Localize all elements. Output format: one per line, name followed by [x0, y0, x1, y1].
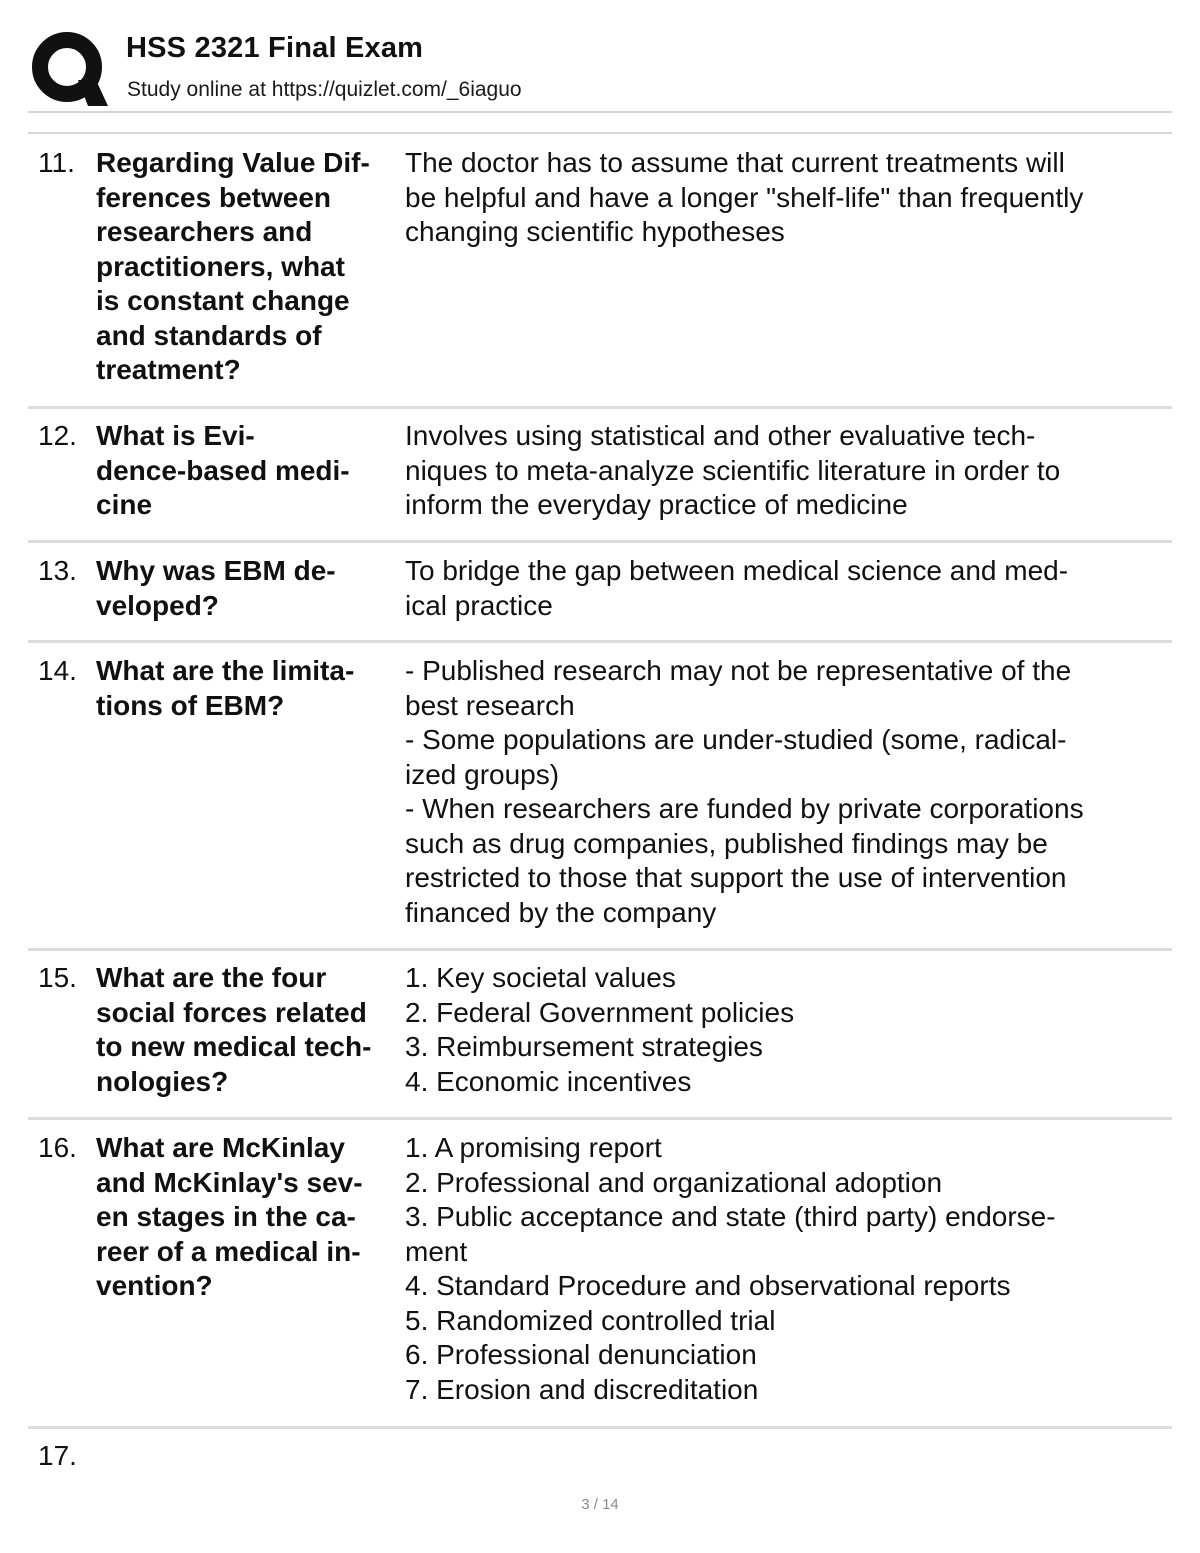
card-number: 15. — [38, 962, 77, 993]
definition-line: 4. Economic incentives — [405, 1065, 692, 1097]
card-number: 14. — [38, 655, 77, 686]
card-definition — [405, 554, 1165, 623]
card-separator — [28, 640, 1172, 643]
term-line: What are McKinlay — [96, 1132, 345, 1163]
card-separator — [28, 540, 1172, 543]
card-term — [96, 146, 398, 388]
quizlet-q-logo-icon — [30, 30, 108, 108]
definition-line: financed by the company — [405, 896, 717, 928]
term-line: reer of a medical in- — [96, 1235, 361, 1267]
definition-line: 3. Reimbursement strategies — [405, 1031, 763, 1062]
definition-line: 3. Public acceptance and state (third party) endorse- — [405, 1201, 1056, 1232]
definition-line: ized groups) — [405, 758, 560, 790]
definition-line: The doctor has to assume that current treatments will — [405, 147, 1065, 178]
card-term — [96, 1131, 398, 1304]
term-line: What are the four — [96, 962, 327, 993]
definition-line: changing scientific hypotheses — [405, 216, 785, 247]
definition-line: ical practice — [405, 589, 553, 621]
card-number: 17. — [38, 1440, 77, 1471]
card-number: 12. — [38, 420, 77, 451]
definition-line: restricted to those that support the use of intervention — [405, 862, 1067, 893]
term-line: researchers and — [96, 216, 313, 247]
term-line: What are the limita- — [96, 655, 355, 686]
term-line: What is Evi- — [96, 420, 255, 451]
definition-line: ment — [405, 1235, 468, 1267]
definition-line: 1. A promising report — [405, 1132, 662, 1163]
term-line: veloped? — [96, 589, 219, 621]
definition-line: To bridge the gap between medical science and med- — [405, 555, 1069, 586]
document-subtitle: Study online at https://quizlet.com/_6iaguo — [127, 78, 522, 101]
card-separator — [28, 1117, 1172, 1120]
definition-line: 7. Erosion and discreditation — [405, 1373, 759, 1405]
card-definition — [405, 961, 1165, 1099]
term-line: Regarding Value Dif- — [96, 147, 370, 178]
term-line: and standards of — [96, 319, 322, 351]
card-definition — [405, 1131, 1165, 1407]
term-line: cine — [96, 489, 153, 520]
document-title: HSS 2321 Final Exam — [126, 32, 424, 64]
definition-line: - Published research may not be representative of the — [405, 655, 1072, 686]
term-line: nologies? — [96, 1065, 229, 1097]
definition-line: 2. Federal Government policies — [405, 996, 795, 1028]
term-line: tions of EBM? — [96, 689, 285, 721]
definition-line: - When researchers are funded by private corporations — [405, 793, 1084, 824]
card-term — [96, 554, 398, 623]
term-line: treatment? — [96, 354, 241, 385]
definition-line: niques to meta-analyze scientific literature in order to — [405, 454, 1061, 486]
definition-line: best research — [405, 689, 575, 721]
definition-line: 1. Key societal values — [405, 962, 676, 993]
definition-line: such as drug companies, published findings may be — [405, 827, 1048, 859]
term-line: to new medical tech- — [96, 1031, 372, 1062]
card-term — [96, 419, 398, 523]
definition-line: Involves using statistical and other evaluative tech- — [405, 420, 1036, 451]
card-number: 13. — [38, 555, 77, 586]
term-line: vention? — [96, 1270, 213, 1301]
definition-line: - Some populations are under-studied (some, radical- — [405, 724, 1067, 755]
header-divider — [28, 132, 1172, 134]
card-separator — [28, 406, 1172, 409]
card-term — [96, 654, 398, 723]
term-line: is constant change — [96, 285, 350, 316]
page-header — [0, 0, 1200, 120]
term-line: ferences between — [96, 181, 331, 213]
card-definition — [405, 419, 1165, 523]
card-definition — [405, 146, 1165, 250]
term-line: social forces related — [96, 996, 367, 1028]
term-line: and McKinlay's sev- — [96, 1166, 363, 1198]
card-number: 11. — [38, 147, 75, 178]
definition-line: inform the everyday practice of medicine — [405, 489, 908, 520]
card-separator — [28, 948, 1172, 951]
card-number: 16. — [38, 1132, 77, 1163]
term-line: practitioners, what — [96, 250, 345, 282]
term-line: Why was EBM de- — [96, 555, 336, 586]
definition-line: 6. Professional denunciation — [405, 1339, 757, 1370]
card-definition — [405, 654, 1165, 930]
definition-line: 5. Randomized controlled trial — [405, 1304, 776, 1336]
card-separator — [28, 1426, 1172, 1429]
card-term — [96, 961, 398, 1099]
term-line: dence-based medi- — [96, 454, 350, 486]
page-number: 3 / 14 — [581, 1496, 619, 1513]
definition-line: 2. Professional and organizational adoption — [405, 1166, 943, 1198]
definition-line: be helpful and have a longer "shelf-life" than frequently — [405, 181, 1084, 213]
term-line: en stages in the ca- — [96, 1201, 356, 1232]
header-divider — [28, 111, 1172, 113]
definition-line: 4. Standard Procedure and observational reports — [405, 1270, 1011, 1301]
